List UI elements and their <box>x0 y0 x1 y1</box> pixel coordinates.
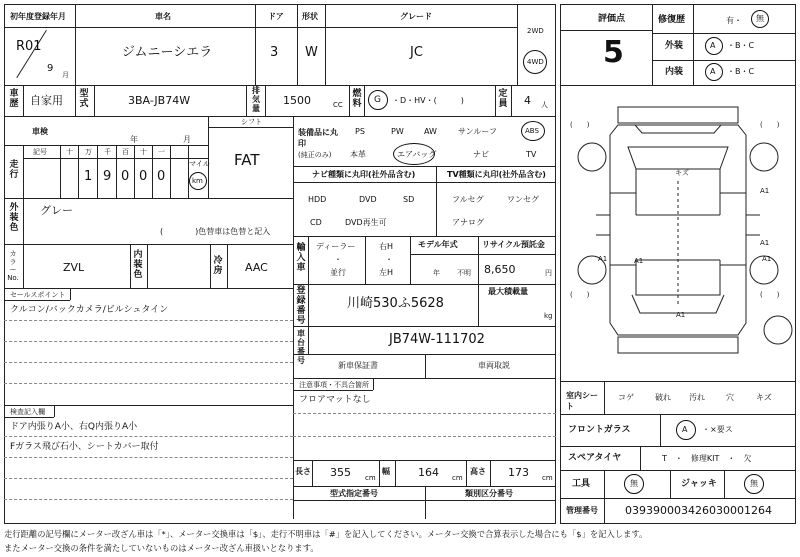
nav-item: SD <box>403 195 415 204</box>
equip-item: PS <box>355 127 365 136</box>
score-label: 評価点 <box>598 14 626 24</box>
chassis: JB74W-111702 <box>389 332 485 347</box>
nav-item: HDD <box>308 195 327 204</box>
diagram-mark: A1 <box>762 255 772 263</box>
year-word: 年 <box>433 269 440 277</box>
int-color-label: 内装色 <box>133 250 143 280</box>
model: 3BA-JB74W <box>128 94 191 107</box>
displacement-label: 排気量 <box>252 86 260 113</box>
drive-4wd: 4WD <box>527 58 544 66</box>
tools-label: 工具 <box>572 479 591 489</box>
warranty: 新車保証書 <box>338 361 378 370</box>
usage: 自家用 <box>30 94 63 107</box>
dealer: ディーラー <box>316 242 356 251</box>
first-reg-month: 9 <box>47 63 54 74</box>
jack: 無 <box>750 479 758 488</box>
tv-item: フルセグ <box>452 195 484 204</box>
digit-header: 十 <box>140 148 147 156</box>
capacity-label: 定員 <box>498 89 508 109</box>
repair-no: 無 <box>756 14 764 23</box>
airbag-circle <box>393 143 435 165</box>
caution-label: 注意事項・不具合箇所 <box>299 381 369 389</box>
tv-label: TV種類に丸印(社外品含む) <box>447 170 546 179</box>
mileage-sign-label: 記号 <box>33 148 47 156</box>
ac-label: 冷房 <box>213 256 223 276</box>
ext-grade-rest: ・B・C <box>727 41 755 50</box>
interior-item: キズ <box>756 393 772 402</box>
model-label: 型式 <box>79 89 89 109</box>
color-note: ( )色替車は色替と記入 <box>160 227 271 236</box>
ext-color-label: 外装色 <box>9 203 19 233</box>
reg-no-label: 登録番号 <box>296 286 306 326</box>
displacement: 1500 <box>283 94 311 107</box>
height-label: 高さ <box>470 467 486 476</box>
model-year-label: モデル年式 <box>418 240 458 249</box>
tv-item: ワンセグ <box>507 195 539 204</box>
svg-text:( ): ( ) <box>570 291 590 299</box>
interior-item: 穴 <box>726 393 734 402</box>
category-no: 類別区分番号 <box>465 489 513 498</box>
tv-item: アナログ <box>452 218 484 227</box>
equip-item: PW <box>391 127 404 136</box>
manual: 車両取説 <box>478 361 510 370</box>
interior-label: 室内シート <box>566 391 598 411</box>
length: 355 <box>330 466 351 479</box>
drive-2wd: 2WD <box>527 27 544 35</box>
digit-header: 千 <box>104 148 111 156</box>
fuel-label: 燃料 <box>352 89 362 109</box>
diagram-mark: A1 <box>676 311 686 319</box>
grade-label: グレード <box>400 12 432 21</box>
mileage-digit: 1 <box>84 169 93 184</box>
ext-label: 外装 <box>665 41 684 51</box>
svg-text:( ): ( ) <box>760 121 780 129</box>
sales-point: クルコン/バックカメラ/ビルシュタイン <box>10 305 169 315</box>
tools: 無 <box>630 479 638 488</box>
equip-item: エアバッグ <box>397 150 437 159</box>
reg-no: 川崎530ふ5628 <box>347 296 444 311</box>
ext-grade-a: A <box>710 41 716 50</box>
car-damage-diagram <box>560 85 796 381</box>
capacity: 4 <box>524 94 531 107</box>
diagram-mark: A1 <box>634 257 644 265</box>
footer-line-2: またメーター交換の条件を満たしていないものはメーター改ざん車扱いとなります。 <box>4 543 319 553</box>
equip-label: 装備品に丸印 <box>298 128 338 148</box>
int-grade-rest: ・B・C <box>727 67 755 76</box>
equip-item: TV <box>526 150 537 159</box>
mileage-digit: 0 <box>121 169 130 184</box>
recycle: 8,650 <box>484 263 516 276</box>
car-name-label: 車名 <box>155 12 171 21</box>
import-label: 輸入車 <box>296 243 306 273</box>
inspection-label: 車検 <box>32 127 48 136</box>
score: 5 <box>603 35 624 70</box>
diagram-note: キズ <box>675 169 689 177</box>
fuel-rest: ・D・HV・( ) <box>392 96 464 105</box>
kg: kg <box>544 312 553 320</box>
inspection-notes-label: 検査記入欄 <box>10 408 45 416</box>
mileage-digit: 0 <box>157 169 166 184</box>
svg-text:( ): ( ) <box>570 121 590 129</box>
int-grade-a: A <box>710 67 716 76</box>
equip-item: ナビ <box>473 150 489 159</box>
nav-item: CD <box>310 218 322 227</box>
km-label: km <box>192 177 203 185</box>
capacity-unit: 人 <box>541 101 548 109</box>
right-hand: 右H <box>379 242 394 251</box>
caution: フロアマットなし <box>299 395 371 405</box>
digit-header: 十 <box>66 148 73 156</box>
svg-text:( ): ( ) <box>760 291 780 299</box>
inspection-year-unit: 年 <box>130 135 138 144</box>
inspection-note: Fガラス飛び石小、シートカバー取付 <box>10 442 159 452</box>
interior-item: 汚れ <box>689 393 705 402</box>
shape: W <box>305 45 318 60</box>
digit-header: 万 <box>85 148 92 156</box>
equip-item: 本革 <box>350 150 366 159</box>
grade: JC <box>410 45 423 60</box>
windshield-a: A <box>682 425 688 434</box>
right-dot: ・ <box>385 255 393 264</box>
windshield-label: フロントガラス <box>568 425 631 435</box>
inspection-month-unit: 月 <box>183 135 191 144</box>
jack-label: ジャッキ <box>681 479 717 489</box>
left-hand: 左H <box>379 268 394 277</box>
color-no-label: カラーNo. <box>7 250 19 282</box>
first-reg-label: 初年度登録年月 <box>10 12 66 21</box>
repair-yes: 有・ <box>726 16 742 25</box>
digit-header: 一 <box>158 148 165 156</box>
yen: 円 <box>545 269 552 277</box>
mgmt: 039390003426030001264 <box>625 504 772 517</box>
shift-label: シフト <box>241 118 262 126</box>
nav-item: DVD <box>359 195 377 204</box>
windshield-rest: ・×要ス <box>702 425 733 434</box>
digit-header: 百 <box>122 148 129 156</box>
mgmt-label: 管理番号 <box>566 506 598 515</box>
diagram-mark: A1 <box>760 239 770 247</box>
interior-item: 破れ <box>655 393 671 402</box>
door-label: ドア <box>268 12 284 21</box>
width-label: 幅 <box>382 467 390 476</box>
length-label: 長さ <box>295 467 311 476</box>
inspection-note: ドア内張りA小、右Q内張りA小 <box>10 422 138 432</box>
cm: cm <box>365 474 376 482</box>
nav-label: ナビ種類に丸印(社外品含む) <box>312 170 416 179</box>
diagram-mark: A1 <box>598 255 608 263</box>
mileage-digit: 9 <box>103 169 112 184</box>
unknown: 不明 <box>457 269 471 277</box>
ac: AAC <box>245 261 268 274</box>
cc-unit: CC <box>333 101 343 109</box>
usage-label: 車歴 <box>9 89 19 109</box>
interior-item: コゲ <box>618 393 634 402</box>
ext-color: グレー <box>40 204 73 217</box>
equip-sub: (純正のみ) <box>298 151 332 159</box>
mileage-digit: 0 <box>139 169 148 184</box>
dealer-dot: ・ <box>334 255 342 264</box>
color-no: ZVL <box>63 261 85 274</box>
parallel: 並行 <box>330 268 346 277</box>
car-name: ジムニーシエラ <box>122 45 213 60</box>
spare-items: T ・ 修理KIT ・ 欠 <box>662 454 752 463</box>
spare-label: スペアタイヤ <box>568 453 622 463</box>
fuel-g: G <box>374 95 381 105</box>
month-unit: 月 <box>62 71 69 79</box>
mile-label: マイル <box>189 160 210 168</box>
cm: cm <box>452 474 463 482</box>
first-reg-era: R01 <box>16 39 42 54</box>
cm: cm <box>542 474 553 482</box>
nav-item: DVD再生可 <box>345 218 387 227</box>
int-label: 内装 <box>665 67 684 77</box>
width: 164 <box>418 466 439 479</box>
equip-item: AW <box>424 127 437 136</box>
max-load-label: 最大積載量 <box>488 287 528 296</box>
type-designation: 型式指定番号 <box>330 489 378 498</box>
repair-label: 修復歴 <box>658 15 686 25</box>
doors: 3 <box>270 45 279 60</box>
height: 173 <box>508 466 529 479</box>
sales-point-label: セールスポイント <box>10 291 66 299</box>
mileage-label: 走行 <box>9 160 19 180</box>
shape-label: 形状 <box>302 12 318 21</box>
shift: FAT <box>234 151 260 169</box>
recycle-label: リサイクル預託金 <box>482 240 545 249</box>
chassis-label: 車台番号 <box>297 329 305 365</box>
equip-item: ABS <box>525 127 539 135</box>
equip-item: サンルーフ <box>458 127 497 136</box>
diagram-mark: A1 <box>760 187 770 195</box>
footer-line-1: 走行距離の記号欄にメーター改ざん車は「*」、メーター交換車は「$」、走行不明車は「#」を記入してください。メーター交換で合算表示した場合にも「$」を記入します。 <box>4 529 648 539</box>
